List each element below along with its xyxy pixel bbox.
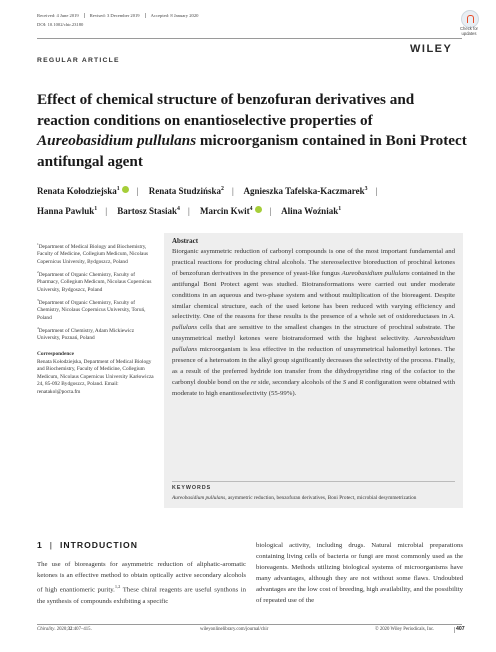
- affiliation: $^3$Department of Organic Chemistry, Faculty of Chemistry, Nicolaus Copernicus University, Toruń, Poland: [37, 297, 146, 321]
- intro-column-2: biological activity, including drugs. Natural microbial preparations containing living cells of bacteria or fungi are most commonly used as the bioreagents. Methods utilizing biological systems of microorganisms have many advantages, although they are not without some flaws. Undoubted advantages are the low cost of breeding, high availability, and the possibility of repeated use of the: [256, 542, 463, 605]
- keywords-heading: KEYWORDS: [172, 485, 212, 491]
- correspondence-heading: Correspondence: [37, 350, 74, 357]
- publisher-logo: WILEY: [410, 43, 453, 55]
- affiliations: [37, 241, 157, 399]
- author[interactable]: Agnieszka Tafelska-Kaczmarek$^3$: [243, 186, 368, 196]
- correspondence-text: Renata Kołodziejska, Department of Medical Biology and Biochemistry, Faculty of Medicine, Collegium Medicum, Nicolaus Copernicus University Karłowicza 24, 85-092 Bydgoszcz, Poland. Email: renatakol@pocta.fm: [37, 358, 154, 395]
- keywords-text: Aureobasidium pullulans, asymmetric reduction, benzofuran derivatives, Boni Protect, microbial desymmetrization: [172, 495, 417, 501]
- article-title: Effect of chemical structure of benzofuran derivatives and reaction conditions on enantioselective properties of Aureobasidium pullulans microorganism contained in Boni Protect antifungal agent: [37, 91, 467, 170]
- author-list: Renata Kołodziejska$^1$ | Renata Studzińska$^2$ | Agnieszka Tafelska-Kaczmarek$^3$ | Hanna Pawluk$^1$ | Bartosz Stasiak$^4$ | Marcin Kwit$^4$ | Alina Woźniak$^1$: [37, 186, 378, 216]
- badge-line1: Check for: [460, 26, 478, 31]
- page-number: 407: [456, 626, 465, 632]
- author[interactable]: Renata Studzińska$^2$: [148, 186, 224, 196]
- check-for-updates-badge[interactable]: [457, 8, 481, 38]
- article-dates: [37, 13, 198, 18]
- abstract-text: Biorganic asymmetric reduction of carbonyl compounds is one of the most important fundamental and practical reactions for producing chiral alcohols. The stereoselective bioreduction of prochiral ketones of benzofuran derivatives in the presence of yeast-like fungus Aureobasidium pullulans contained in the antifungal Boni Protect agent was studied. Biotransformations were carried out under moderate conditions in an aqueous and two-phase system and without multiplication of the bioreagent. Despite similar chemical structure, each of the used ketone has been reduced with varying efficiency and selectivity. One of the reasons for these results is the presence of a whole set of oxidoreductases in A. pullulans cells that are sensitive to the smallest changes in the structure of prochiral substrate. The unsymmetrical methyl ketones were biotransformed with the highest selectivity. Aureobasidium pullulans microorganism is less effective in the reduction of unsymmetrical halomethyl ketones. The presence of a heteroatom in the alkyl group significantly decreases the selectivity of the process. Finally, as a result of the preferred hydride ion transfer from the dihydropyridine ring of the cofactor to the carbonyl double bond on the re side, secondary alcohols of the S and R configuration were obtained with moderate to high enantioselectivity (55-99%).: [172, 248, 456, 397]
- affiliation: $^1$Department of Medical Biology and Biochemistry, Faculty of Medicine, Collegium Medicum, Nicolaus Copernicus University, Bydgoszcz, Poland: [37, 242, 149, 265]
- revised-date: Revised: 3 December 2019: [89, 13, 140, 18]
- abstract-heading: Abstract: [172, 237, 199, 245]
- article-type: REGULAR ARTICLE: [37, 57, 120, 64]
- author[interactable]: Hanna Pawluk$^1$: [37, 206, 98, 216]
- footer-divider: [37, 624, 462, 625]
- citation: Chirality. 2020;32:407–415.: [37, 627, 92, 632]
- orcid-icon[interactable]: [255, 206, 262, 213]
- received-date: Received: 4 June 2019: [37, 13, 79, 18]
- intro-column-1: The use of bioreagents for asymmetric reduction of aliphatic-aromatic ketones is an effective method to obtain optically active secondary alcohols of high enantiomeric purity.$^{1,2}$ These chiral reagents are useful synthons in the synthesis of compounds exhibiting a specific: [37, 561, 246, 605]
- header-divider: [37, 38, 462, 39]
- keywords-divider: [172, 481, 455, 482]
- affiliation: $^4$Department of Chemistry, Adam Mickiewicz University, Poznań, Poland: [37, 325, 135, 342]
- reference-link[interactable]: 1,2: [114, 584, 121, 590]
- orcid-icon[interactable]: [122, 186, 129, 193]
- journal-url[interactable]: wileyonlinelibrary.com/journal/chir: [200, 627, 269, 632]
- badge-line2: updates: [461, 30, 477, 36]
- intro-heading: 1 | INTRODUCTION: [37, 540, 138, 550]
- copyright: © 2020 Wiley Periodicals, Inc.: [375, 627, 435, 632]
- author[interactable]: Alina Woźniak$^1$: [281, 206, 342, 216]
- accepted-date: Accepted: 8 January 2020: [150, 13, 199, 18]
- author[interactable]: Marcin Kwit$^4$: [200, 206, 262, 216]
- author[interactable]: Renata Kołodziejska$^1$: [37, 186, 129, 196]
- affiliation: $^2$Department of Organic Chemistry, Faculty of Pharmacy, Collegium Medicum, Nicolaus Copernicus University, Bydgoszcz, Poland: [37, 269, 152, 293]
- author[interactable]: Bartosz Stasiak$^4$: [117, 206, 180, 216]
- doi[interactable]: DOI: 10.1002/chir.23180: [37, 22, 84, 27]
- page-number-wrap: [448, 627, 455, 633]
